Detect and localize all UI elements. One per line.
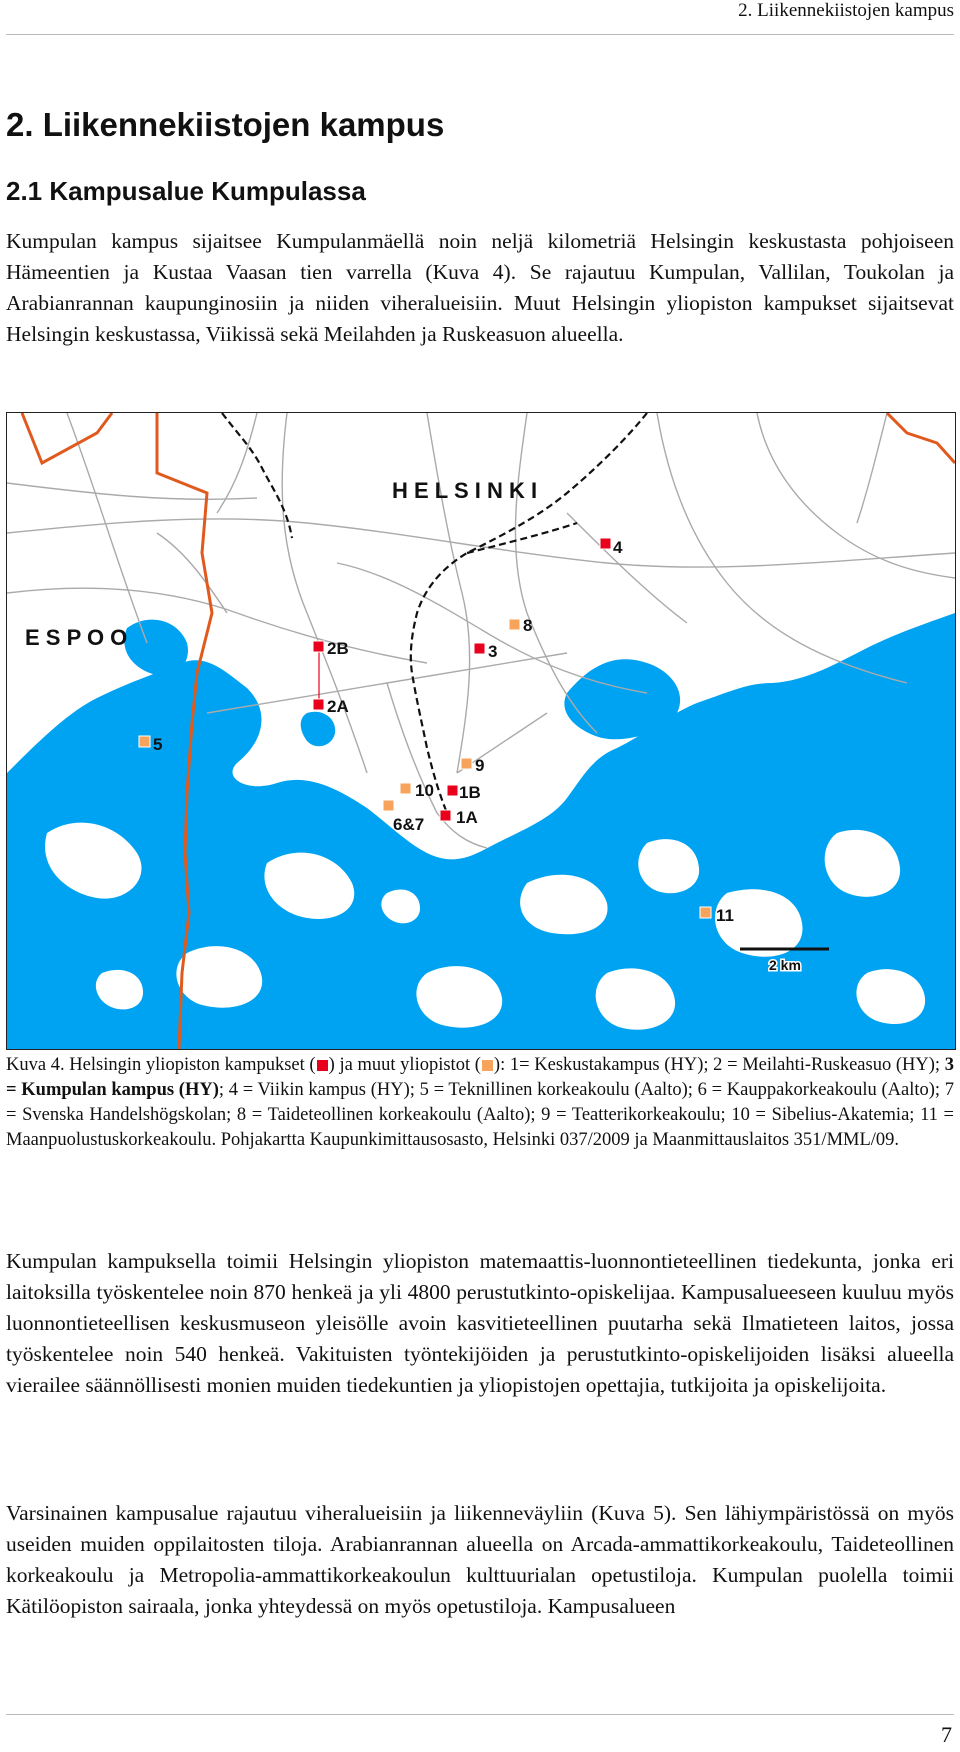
helsinki-label: H E L S I N K I xyxy=(392,478,538,503)
running-header: 2. Liikennekiistojen kampus xyxy=(738,0,954,21)
other-university-legend-swatch xyxy=(482,1060,493,1071)
marker-label: 1A xyxy=(456,808,478,827)
marker-label: 9 xyxy=(475,756,485,775)
caption-text: ; 4 = Viikin kampus (HY); 5 = Teknillinen korkeakoulu (Aalto); 6 = Kauppakorkeakoulu (Aalto); 7 = Svenska Handelshögskolan; 8 = Taideteollinen korkeakoulu (Aalto); 9 = Teatterikorkeakoulu; 10 = Sibelius-Akatemia; 11 = Maanpuolustuskorkeakoulu. Pohjakartta Kaupunkimittausosasto, Helsinki 037/2009 ja Maanmittauslaitos 351/MML/09. xyxy=(6,1080,955,1150)
marker-8[interactable] xyxy=(509,616,532,635)
marker-label: 3 xyxy=(488,642,498,661)
railway xyxy=(222,413,647,813)
marker-label: 2A xyxy=(327,697,349,716)
marker-label: 5 xyxy=(153,735,163,754)
marker-2b[interactable] xyxy=(313,639,349,658)
figure-caption xyxy=(6,1053,954,1153)
marker-label: 1B xyxy=(459,783,481,802)
marker-4[interactable] xyxy=(600,538,623,557)
chapter-title: 2. Liikennekiistojen kampus xyxy=(6,106,445,143)
marker-label: 11 xyxy=(716,906,734,925)
scale-label: 2 km xyxy=(769,957,801,973)
marker-label: 6&7 xyxy=(393,815,425,834)
body-paragraph: Kumpulan kampuksella toimii Helsingin yliopiston matemaattis-luonnontieteellinen tiedekunta, jonka eri laitoksilla työskentelee noin 870 henkeä ja yli 4800 perustutkinto-opiskelijaa. Kampusalueeseen kuuluu myös luonnontieteellisen keskusmuseon yleisölle avoin kasvitieteellinen puutarha sekä Ilmatieteen laitos, jossa työskentelee noin 540 henkeä. Vakituisten työntekijöiden ja perustutkinto-opiskelijoiden lisäksi alueella vierailee säännöllisesti monien muiden tiedekuntien ja yliopistojen opettajia, tutkijoita ja opiskelijoita. xyxy=(6,1249,954,1397)
body-paragraph: Varsinainen kampusalue rajautuu viheralueisiin ja liikenneväyliin (Kuva 5). Sen lähiympäristössä on myös useiden muiden oppilaitosten tiloja. Arabianrannan alueella on Arcada-ammattikorkeakoulu, Taideteollinen korkeakoulu ja Metropolia-ammattikorkeakoulun kulttuurialan opetustiloja. Kumpulan puolella toimii Kätilöopiston sairaala, jonka yhteydessä on myös opetustiloja. Kampusalueen xyxy=(6,1501,954,1618)
caption-text: ): 1= Keskustakampus (HY); 2 = Meilahti-Ruskeasuo (HY); xyxy=(493,1055,945,1075)
intro-paragraph: Kumpulan kampus sijaitsee Kumpulanmäellä noin neljä kilometriä Helsingin keskustasta pohjoiseen Hämeentien ja Kustaa Vaasan tien varrella (Kuva 4). Se rajautuu Kumpulan, Vallilan, Toukolan ja Arabianrannan kaupunginosiin ja niiden viheralueisiin. Muut Helsingin yliopiston kampukset sijaitsevat Helsingin keskustassa, Viikissä sekä Meilahden ja Ruskeasuon alueella. xyxy=(6,229,954,346)
page-number: 7 xyxy=(941,1722,952,1747)
campus-map xyxy=(6,412,956,1050)
university-legend-swatch xyxy=(317,1060,328,1071)
marker-label: 4 xyxy=(613,538,623,557)
marker-label: 8 xyxy=(523,616,533,635)
caption-text: Kuva 4. Helsingin yliopiston kampukset ( xyxy=(6,1055,316,1075)
marker-9[interactable] xyxy=(461,756,484,775)
caption-text: ) ja muut yliopistot ( xyxy=(328,1055,481,1075)
footer-rule xyxy=(6,1714,954,1715)
section-title: 2.1 Kampusalue Kumpulassa xyxy=(6,176,366,206)
espoo-label: E S P O O xyxy=(25,625,128,650)
marker-label: 2B xyxy=(327,639,349,658)
marker-label: 10 xyxy=(415,781,434,800)
header-rule xyxy=(6,34,954,35)
marker-3[interactable] xyxy=(474,642,497,661)
marker-1b[interactable] xyxy=(447,783,481,802)
caption-highlight: 3 = Kumpulan kampus (HY) xyxy=(6,1055,954,1100)
marker-10[interactable] xyxy=(400,781,434,800)
